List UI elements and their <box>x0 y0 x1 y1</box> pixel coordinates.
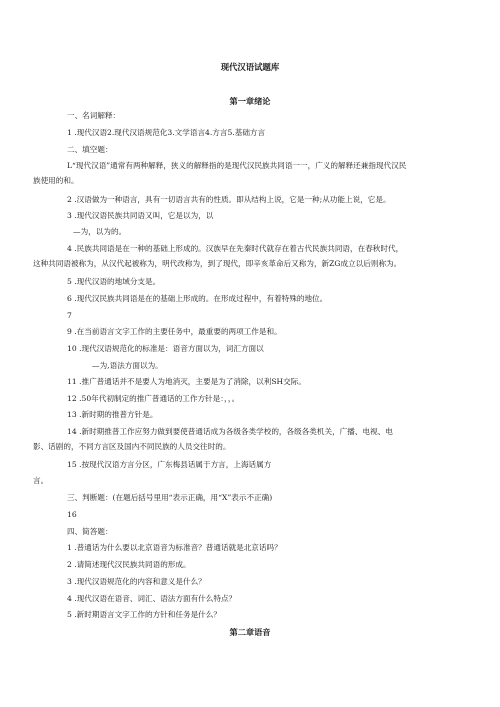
text-line: 4 .现代汉语在语音、词汇、语法方面有什么特点？ <box>67 594 237 603</box>
text-line: 16 <box>67 510 77 519</box>
chapter-heading: 第二章语音 <box>229 627 271 637</box>
text-line: 9 .在当前语言文字工作的主要任务中，最重要的两项工作是和。 <box>67 327 282 336</box>
text-line: 1 .现代汉语2.现代汉语规范化3.文学语言4.方言5.基础方言 <box>67 128 266 137</box>
text-line: 4 .民族共同语是在一种的基础上形成的。汉族早在先秦时代就存在着古代民族共同语，在春秋时代， <box>67 244 404 253</box>
text-line: 12 .50年代初制定的推广普通话的工作方针是：，，。 <box>67 394 240 403</box>
text-line: 10 .现代汉语规范化的标准是：语音方面以为，词汇方面以 <box>67 344 264 353</box>
section-heading: 三、判断题：(在题后括号里用“表示正确，用“X”表示不正确) <box>67 493 273 502</box>
text-line: 影、话剧的，不同方言区及国内不同民族的人员交往时的。 <box>33 442 231 451</box>
text-line: 5 .现代汉语的地域分支是。 <box>67 277 161 286</box>
text-line: L“现代汉语”通常有两种解释，狭义的解释指的是现代汉民族共同语一一，广义的解释还兼指现代汉民 <box>67 161 407 170</box>
section-heading: 一、名词解释： <box>67 111 121 120</box>
text-line: 族使用的和。 <box>33 176 79 185</box>
text-line: 1 .普通话为什么要以北京语音为标准音？普通话就是北京话吗？ <box>67 543 282 552</box>
text-line: 言。 <box>33 476 49 485</box>
text-line: 3 .现代汉语规范化的内容和意义是什么？ <box>67 577 206 586</box>
chapter-heading: 第一章绪论 <box>229 96 271 106</box>
document-title: 现代汉语试题库 <box>220 62 280 72</box>
text-line: —为，以为的。 <box>73 227 127 236</box>
section-heading: 四、简答题： <box>67 527 113 536</box>
section-heading: 二、填空题： <box>67 145 113 154</box>
text-line: 6 .现代汉民族共同语是在的基础上形成的。在形成过程中，有着特殊的地位。 <box>67 294 328 303</box>
text-line: 7 <box>67 311 72 320</box>
text-line: 3 .现代汉语民族共同语又叫，它是以为，以 <box>67 211 214 220</box>
text-line: 13 .新时期的推普方针是。 <box>67 410 158 419</box>
text-line: 15 .按现代汉语方言分区，广东梅县话属于方言，上海话属方 <box>67 460 272 469</box>
text-line: 11 .推广普通话并不是要人为地消灭，主要是为了消除，以利SH交际。 <box>67 377 306 386</box>
text-line: 2 .汉语做为一种语言，具有一切语言共有的性质。即从结构上说，它是一种;从功能上说，它是。 <box>67 195 391 204</box>
text-line: 这种共同语被称为，从汉代起被称为，明代改称为，到了现代，即辛亥革命后又称为，新ZG成立以后则称为。 <box>33 259 402 268</box>
text-line: 2 .请简述现代汉民族共同语的形成。 <box>67 560 191 569</box>
text-line: 5 .新时期语言文字工作的方针和任务是什么？ <box>67 610 221 619</box>
text-line: 14 .新时期推普工作应努力做到要使普通话成为各级各类学校的，各级各类机关，广播、电视、电 <box>67 427 393 436</box>
text-line: —为,语法方面以为。 <box>92 361 163 370</box>
